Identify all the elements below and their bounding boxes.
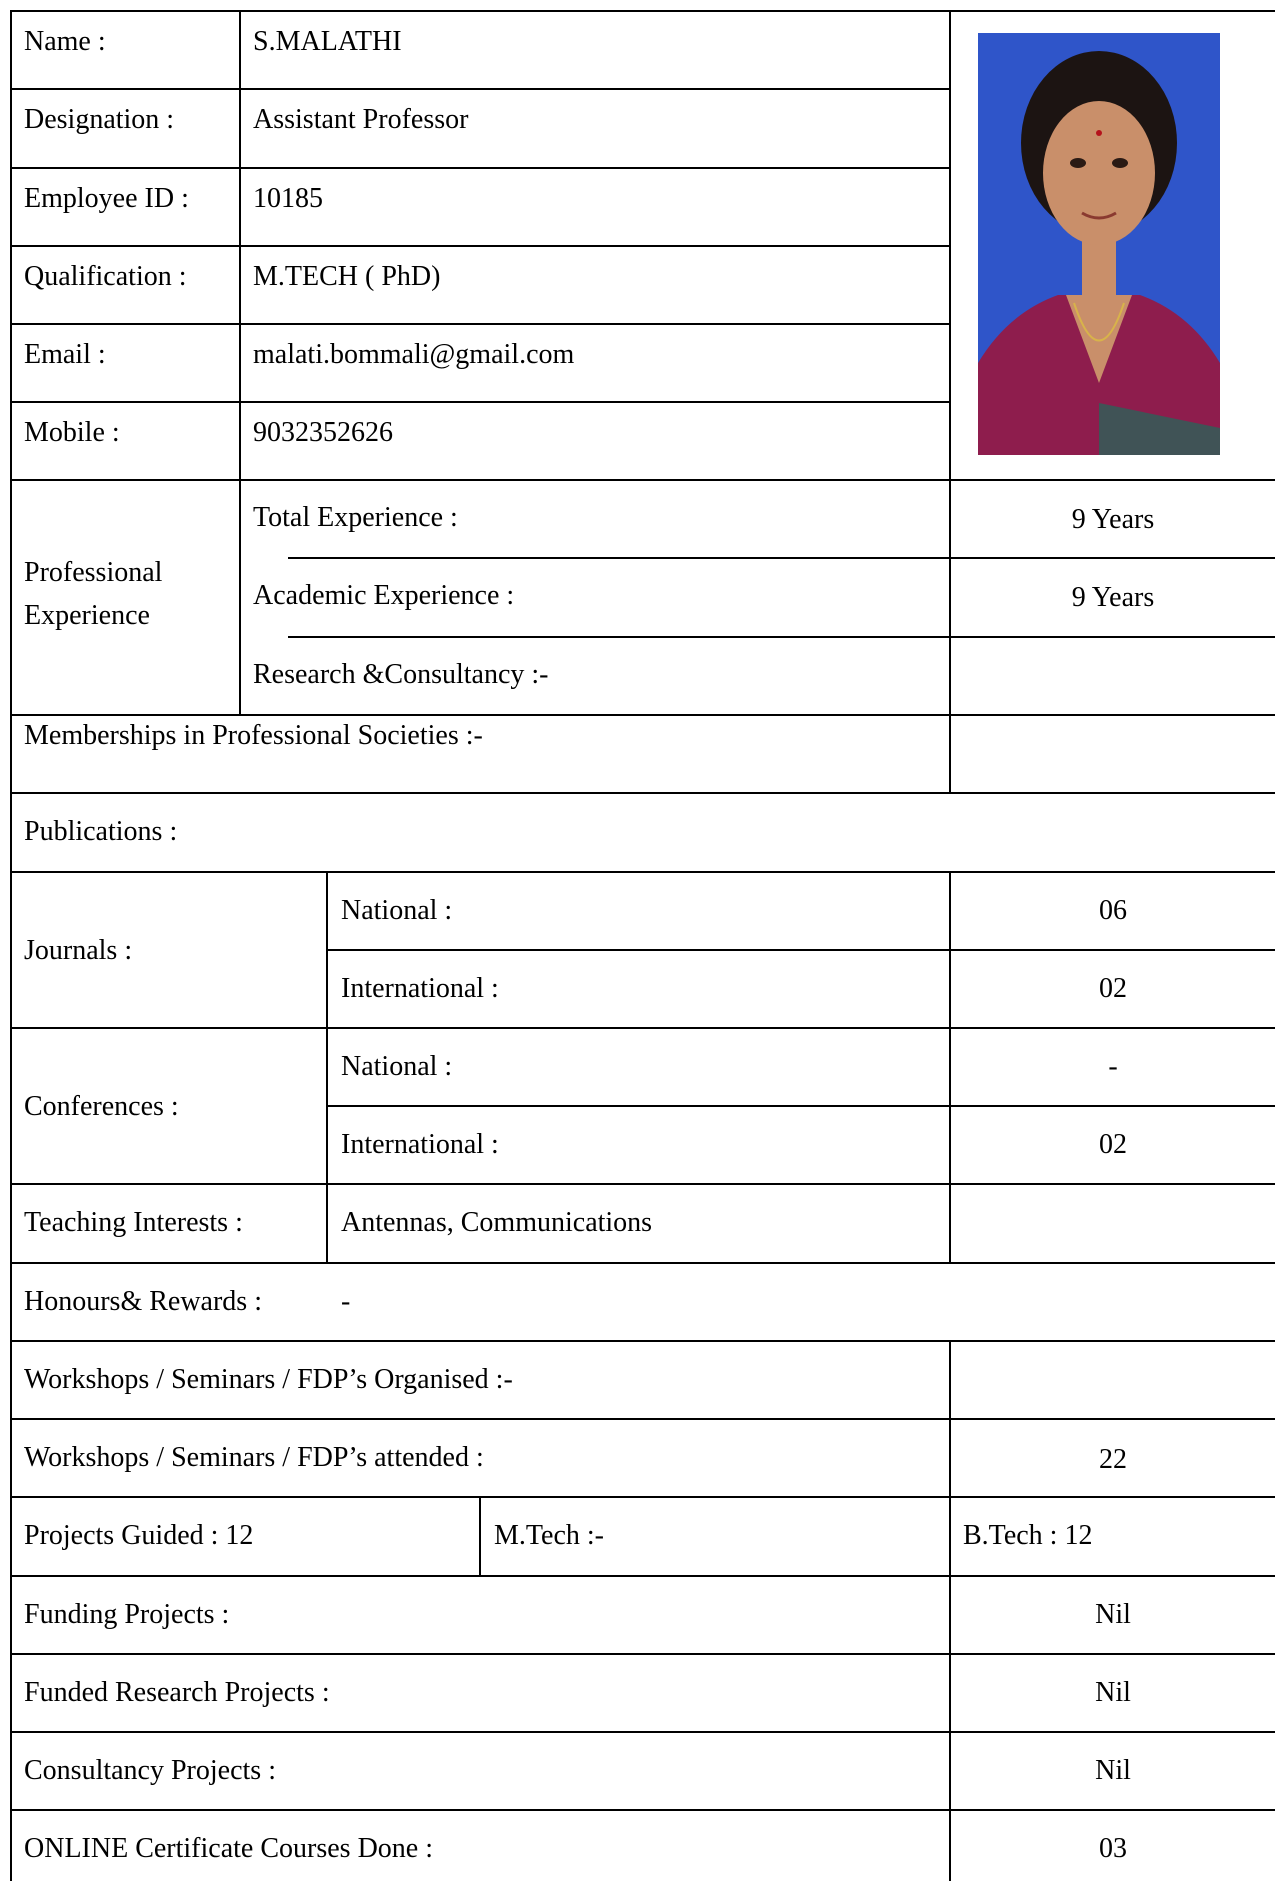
qualification-value: M.TECH ( PhD) (253, 261, 441, 292)
funding-projects-value: Nil (1095, 1599, 1131, 1630)
funding-projects-label: Funding Projects : (24, 1599, 230, 1630)
total-experience-value: 9 Years (1071, 504, 1155, 535)
name-value: S.MALATHI (253, 26, 402, 57)
employee-id-label: Employee ID : (24, 183, 189, 214)
teaching-interests-value: Antennas, Communications (341, 1207, 653, 1238)
name-label: Name : (24, 26, 106, 57)
research-consultancy-label: Research &Consultancy :- (253, 659, 549, 690)
conferences-international-label: International : (341, 1129, 499, 1160)
teaching-interests-label: Teaching Interests : (24, 1207, 243, 1238)
projects-guided-label: Projects Guided : 12 (24, 1520, 254, 1551)
workshops-attended-value: 22 (1099, 1444, 1127, 1475)
conferences-national-label: National : (341, 1051, 453, 1082)
btech-projects-label: B.Tech : 12 (963, 1520, 1093, 1551)
employee-id-value: 10185 (253, 183, 323, 214)
mtech-projects-label: M.Tech :- (494, 1520, 605, 1551)
workshops-attended-label: Workshops / Seminars / FDP’s attended : (24, 1442, 484, 1473)
experience-label-line2: Experience (24, 600, 150, 631)
consultancy-projects-value: Nil (1095, 1755, 1131, 1786)
designation-value: Assistant Professor (253, 104, 469, 135)
memberships-label: Memberships in Professional Societies :- (24, 720, 483, 751)
honours-value: - (341, 1286, 351, 1317)
conferences-international-value: 02 (1099, 1129, 1127, 1160)
email-label: Email : (24, 339, 106, 370)
funded-research-value: Nil (1095, 1677, 1131, 1708)
academic-experience-label: Academic Experience : (253, 580, 515, 611)
journals-national-value: 06 (1099, 895, 1127, 926)
online-courses-label: ONLINE Certificate Courses Done : (24, 1833, 433, 1864)
experience-label-line1: Professional (24, 557, 163, 588)
profile-photo (978, 33, 1220, 455)
workshops-organised-label: Workshops / Seminars / FDP’s Organised :- (24, 1364, 513, 1395)
journals-international-value: 02 (1099, 973, 1127, 1004)
qualification-label: Qualification : (24, 261, 187, 292)
online-courses-value: 03 (1099, 1833, 1127, 1864)
publications-label: Publications : (24, 816, 178, 847)
honours-label: Honours& Rewards : (24, 1286, 262, 1317)
mobile-label: Mobile : (24, 417, 120, 448)
journals-label: Journals : (24, 935, 133, 966)
total-experience-label: Total Experience : (253, 502, 458, 533)
journals-international-label: International : (341, 973, 499, 1004)
conferences-label: Conferences : (24, 1091, 179, 1122)
mobile-value: 9032352626 (253, 417, 393, 448)
consultancy-projects-label: Consultancy Projects : (24, 1755, 276, 1786)
conferences-national-value: - (1108, 1051, 1118, 1082)
funded-research-label: Funded Research Projects : (24, 1677, 330, 1708)
designation-label: Designation : (24, 104, 175, 135)
academic-experience-value: 9 Years (1071, 582, 1155, 613)
journals-national-label: National : (341, 895, 453, 926)
email-value[interactable]: malati.bommali@gmail.com (253, 339, 575, 370)
